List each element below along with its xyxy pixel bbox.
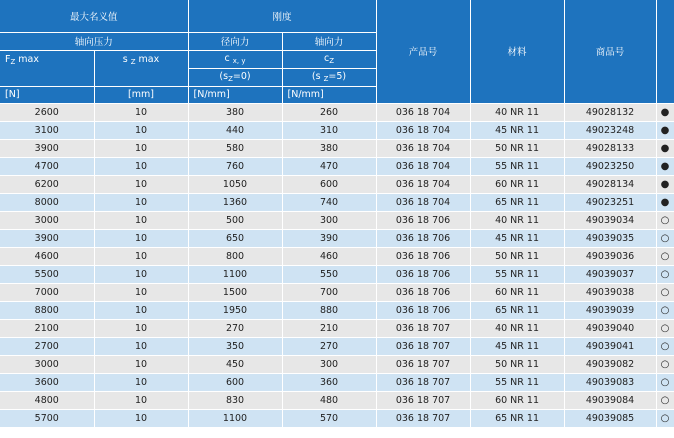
- cell-fz-max: 2100: [0, 319, 94, 337]
- cell-product-no: 036 18 707: [376, 391, 470, 409]
- header-stiffness: 刚度: [188, 0, 376, 32]
- cell-stiffness-axial: 740: [282, 193, 376, 211]
- cell-material: 60 NR 11: [470, 283, 564, 301]
- cell-sz-max: 10: [94, 103, 188, 121]
- cell-sz-max: 10: [94, 229, 188, 247]
- availability-mark-icon: ○: [656, 211, 674, 229]
- table-row: [0, 373, 674, 391]
- cell-product-no: 036 18 706: [376, 229, 470, 247]
- cell-material: 50 NR 11: [470, 355, 564, 373]
- cell-stiffness-radial: 500: [188, 211, 282, 229]
- cell-product-no: 036 18 704: [376, 175, 470, 193]
- availability-mark-icon: ○: [656, 391, 674, 409]
- header-sz0: $(s_Z=0)$: [188, 68, 282, 86]
- cell-stiffness-axial: 880: [282, 301, 376, 319]
- cell-fz-max: 4600: [0, 247, 94, 265]
- cell-product-no: 036 18 707: [376, 409, 470, 427]
- cell-product-no: 036 18 704: [376, 193, 470, 211]
- cell-stiffness-radial: 600: [188, 373, 282, 391]
- cell-material: 60 NR 11: [470, 391, 564, 409]
- cell-stiffness-radial: 450: [188, 355, 282, 373]
- table-row: [0, 229, 674, 247]
- table-row: [0, 391, 674, 409]
- cell-material: 40 NR 11: [470, 211, 564, 229]
- cell-stiffness-axial: 550: [282, 265, 376, 283]
- header-material: 材料: [470, 0, 564, 103]
- cell-stiffness-axial: 700: [282, 283, 376, 301]
- table-body: [0, 103, 674, 427]
- cell-stiffness-radial: 580: [188, 139, 282, 157]
- header-radial-force: 径向力: [188, 32, 282, 50]
- cell-material: 60 NR 11: [470, 175, 564, 193]
- cell-stiffness-radial: 800: [188, 247, 282, 265]
- cell-stiffness-axial: 460: [282, 247, 376, 265]
- availability-mark-icon: ○: [656, 409, 674, 427]
- cell-stiffness-axial: 390: [282, 229, 376, 247]
- cell-article-no: 49039084: [564, 391, 656, 409]
- table-row: [0, 247, 674, 265]
- cell-article-no: 49039041: [564, 337, 656, 355]
- header-unit-mm: [mm]: [94, 86, 188, 103]
- cell-article-no: 49039035: [564, 229, 656, 247]
- header-mark: [656, 0, 674, 103]
- table-row: [0, 301, 674, 319]
- availability-mark-icon: ○: [656, 283, 674, 301]
- availability-mark-icon: ○: [656, 319, 674, 337]
- table-row: [0, 139, 674, 157]
- cell-sz-max: 10: [94, 373, 188, 391]
- cell-stiffness-radial: 440: [188, 121, 282, 139]
- cell-product-no: 036 18 706: [376, 211, 470, 229]
- cell-stiffness-axial: 300: [282, 211, 376, 229]
- header-article-no: 商品号: [564, 0, 656, 103]
- cell-material: 50 NR 11: [470, 247, 564, 265]
- availability-mark-icon: ○: [656, 337, 674, 355]
- cell-stiffness-radial: 760: [188, 157, 282, 175]
- cell-material: 45 NR 11: [470, 229, 564, 247]
- cell-stiffness-radial: 650: [188, 229, 282, 247]
- cell-fz-max: 6200: [0, 175, 94, 193]
- cell-sz-max: 10: [94, 391, 188, 409]
- header-sz5: (s $_Z$=5): [282, 68, 376, 86]
- table-row: [0, 337, 674, 355]
- cell-stiffness-axial: 470: [282, 157, 376, 175]
- cell-stiffness-radial: 1100: [188, 409, 282, 427]
- cell-product-no: 036 18 704: [376, 157, 470, 175]
- cell-sz-max: 10: [94, 409, 188, 427]
- cell-material: 40 NR 11: [470, 103, 564, 121]
- cell-product-no: 036 18 707: [376, 337, 470, 355]
- cell-sz-max: 10: [94, 319, 188, 337]
- cell-article-no: 49023248: [564, 121, 656, 139]
- cell-article-no: 49039082: [564, 355, 656, 373]
- cell-fz-max: 3100: [0, 121, 94, 139]
- cell-sz-max: 10: [94, 265, 188, 283]
- cell-sz-max: 10: [94, 121, 188, 139]
- table-row: [0, 121, 674, 139]
- cell-material: 65 NR 11: [470, 301, 564, 319]
- cell-article-no: 49039038: [564, 283, 656, 301]
- cell-fz-max: 7000: [0, 283, 94, 301]
- availability-mark-icon: ●: [656, 157, 674, 175]
- cell-sz-max: 10: [94, 193, 188, 211]
- cell-stiffness-axial: 480: [282, 391, 376, 409]
- table-row: [0, 265, 674, 283]
- cell-product-no: 036 18 707: [376, 319, 470, 337]
- cell-sz-max: 10: [94, 301, 188, 319]
- cell-stiffness-radial: 350: [188, 337, 282, 355]
- table-row: [0, 319, 674, 337]
- cell-stiffness-radial: 380: [188, 103, 282, 121]
- availability-mark-icon: ●: [656, 175, 674, 193]
- cell-fz-max: 5500: [0, 265, 94, 283]
- cell-material: 40 NR 11: [470, 319, 564, 337]
- cell-material: 65 NR 11: [470, 193, 564, 211]
- cell-material: 45 NR 11: [470, 337, 564, 355]
- cell-material: 55 NR 11: [470, 373, 564, 391]
- table-row: [0, 211, 674, 229]
- cell-product-no: 036 18 706: [376, 265, 470, 283]
- availability-mark-icon: ○: [656, 355, 674, 373]
- cell-sz-max: 10: [94, 211, 188, 229]
- header-unit-n: [N]: [0, 86, 94, 103]
- cell-stiffness-axial: 360: [282, 373, 376, 391]
- table-header: [0, 0, 674, 103]
- cell-fz-max: 3900: [0, 139, 94, 157]
- cell-material: 55 NR 11: [470, 265, 564, 283]
- cell-fz-max: 2600: [0, 103, 94, 121]
- header-unit-nmm-radial: [N/mm]: [188, 86, 282, 103]
- table-row: [0, 355, 674, 373]
- cell-fz-max: 3000: [0, 355, 94, 373]
- availability-mark-icon: ○: [656, 373, 674, 391]
- cell-product-no: 036 18 707: [376, 373, 470, 391]
- cell-article-no: 49028134: [564, 175, 656, 193]
- cell-article-no: 49028133: [564, 139, 656, 157]
- cell-stiffness-axial: 380: [282, 139, 376, 157]
- cell-sz-max: 10: [94, 283, 188, 301]
- header-product-no: 产品号: [376, 0, 470, 103]
- cell-fz-max: 4800: [0, 391, 94, 409]
- cell-article-no: 49039083: [564, 373, 656, 391]
- cell-fz-max: 4700: [0, 157, 94, 175]
- availability-mark-icon: ○: [656, 229, 674, 247]
- availability-mark-icon: ●: [656, 103, 674, 121]
- availability-mark-icon: ○: [656, 301, 674, 319]
- cell-fz-max: 3900: [0, 229, 94, 247]
- cell-stiffness-radial: 1360: [188, 193, 282, 211]
- header-max-nominal: 最大名义值: [0, 0, 188, 32]
- cell-stiffness-axial: 300: [282, 355, 376, 373]
- cell-product-no: 036 18 707: [376, 355, 470, 373]
- cell-sz-max: 10: [94, 175, 188, 193]
- cell-stiffness-axial: 570: [282, 409, 376, 427]
- availability-mark-icon: ○: [656, 247, 674, 265]
- cell-sz-max: 10: [94, 355, 188, 373]
- cell-stiffness-radial: 270: [188, 319, 282, 337]
- header-cxy: c $_{x, y}$: [188, 50, 282, 68]
- cell-stiffness-radial: 1100: [188, 265, 282, 283]
- cell-stiffness-axial: 310: [282, 121, 376, 139]
- header-sz-max: s $_Z$ max: [94, 50, 188, 86]
- cell-product-no: 036 18 706: [376, 247, 470, 265]
- header-axial-force: 轴向压力: [0, 32, 188, 50]
- cell-sz-max: 10: [94, 157, 188, 175]
- cell-product-no: 036 18 706: [376, 301, 470, 319]
- cell-article-no: 49039085: [564, 409, 656, 427]
- cell-product-no: 036 18 704: [376, 121, 470, 139]
- cell-article-no: 49039037: [564, 265, 656, 283]
- cell-stiffness-axial: 210: [282, 319, 376, 337]
- cell-article-no: 49023251: [564, 193, 656, 211]
- cell-sz-max: 10: [94, 337, 188, 355]
- cell-article-no: 49039040: [564, 319, 656, 337]
- cell-material: 50 NR 11: [470, 139, 564, 157]
- cell-material: 45 NR 11: [470, 121, 564, 139]
- cell-fz-max: 8000: [0, 193, 94, 211]
- cell-fz-max: 5700: [0, 409, 94, 427]
- cell-stiffness-axial: 270: [282, 337, 376, 355]
- availability-mark-icon: ●: [656, 193, 674, 211]
- cell-sz-max: 10: [94, 139, 188, 157]
- header-axial-stiffness: 轴向力: [282, 32, 376, 50]
- cell-fz-max: 2700: [0, 337, 94, 355]
- cell-article-no: 49039034: [564, 211, 656, 229]
- header-fz-max: $F_Z$ max: [0, 50, 94, 86]
- cell-article-no: 49028132: [564, 103, 656, 121]
- cell-product-no: 036 18 706: [376, 283, 470, 301]
- header-cz: $c_Z$: [282, 50, 376, 68]
- cell-material: 65 NR 11: [470, 409, 564, 427]
- cell-stiffness-radial: 1050: [188, 175, 282, 193]
- cell-product-no: 036 18 704: [376, 103, 470, 121]
- cell-fz-max: 3000: [0, 211, 94, 229]
- cell-sz-max: 10: [94, 247, 188, 265]
- table-row: [0, 283, 674, 301]
- header-unit-nmm-axial: [N/mm]: [282, 86, 376, 103]
- cell-material: 55 NR 11: [470, 157, 564, 175]
- cell-article-no: 49039039: [564, 301, 656, 319]
- cell-stiffness-axial: 600: [282, 175, 376, 193]
- table-row: [0, 409, 674, 427]
- cell-product-no: 036 18 704: [376, 139, 470, 157]
- availability-mark-icon: ●: [656, 121, 674, 139]
- cell-fz-max: 3600: [0, 373, 94, 391]
- table-row: [0, 103, 674, 121]
- cell-stiffness-radial: 1950: [188, 301, 282, 319]
- availability-mark-icon: ●: [656, 139, 674, 157]
- cell-fz-max: 8800: [0, 301, 94, 319]
- cell-article-no: 49039036: [564, 247, 656, 265]
- cell-stiffness-radial: 1500: [188, 283, 282, 301]
- cell-stiffness-axial: 260: [282, 103, 376, 121]
- table-row: [0, 157, 674, 175]
- table-row: [0, 193, 674, 211]
- cell-stiffness-radial: 830: [188, 391, 282, 409]
- table-row: [0, 175, 674, 193]
- cell-article-no: 49023250: [564, 157, 656, 175]
- availability-mark-icon: ○: [656, 265, 674, 283]
